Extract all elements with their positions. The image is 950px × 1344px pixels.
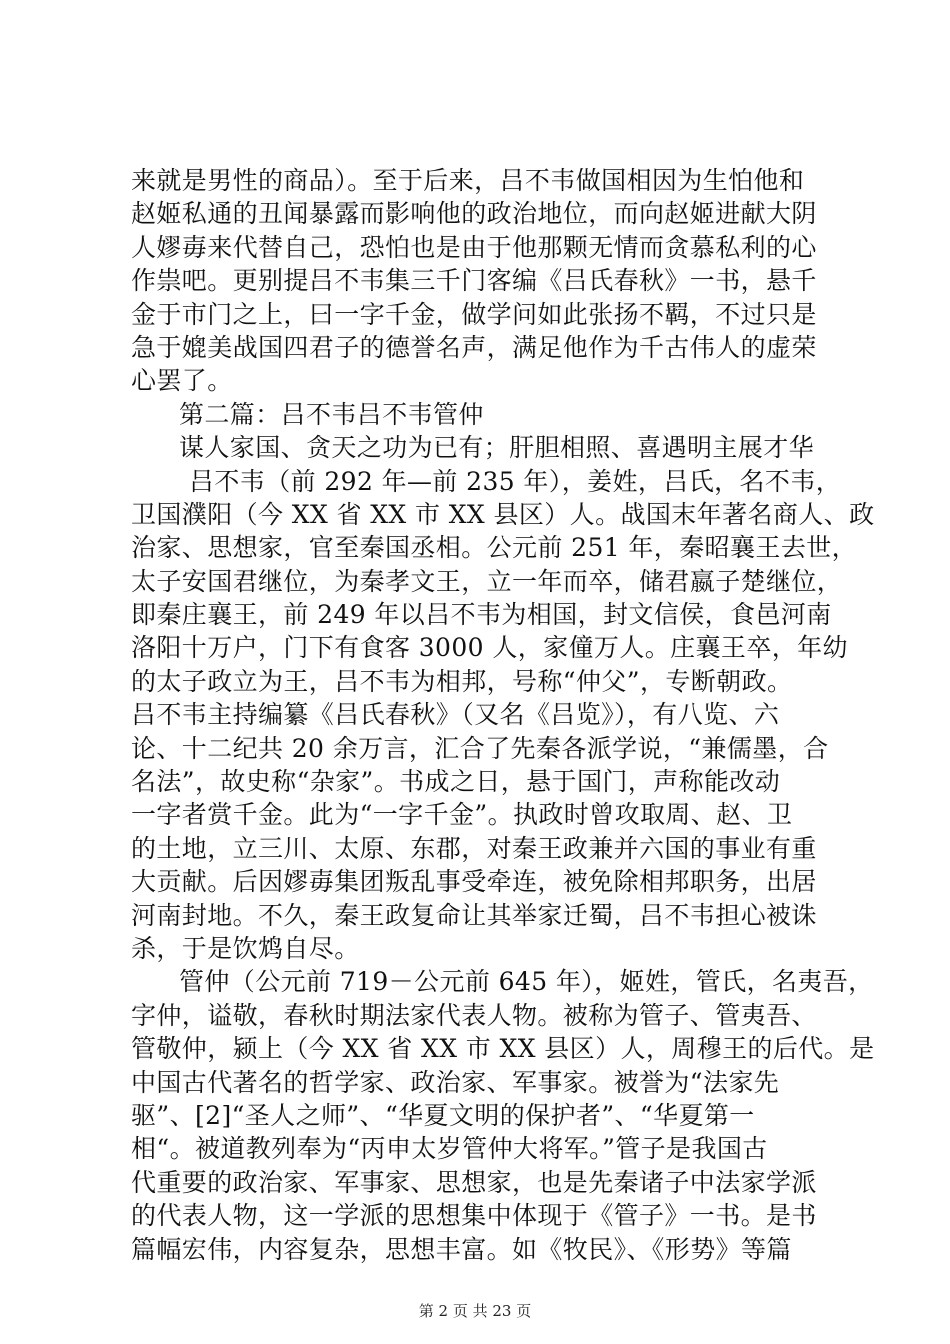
section-subtitle: 谋人家国、贪天之功为已有；肝胆相照、喜遇明主展才华	[179, 433, 815, 463]
text-line: 急于媲美战国四君子的德誉名声，满足他作为千古伟人的虚荣	[131, 332, 817, 362]
text-line: 河南封地。不久，秦王政复命让其举家迁蜀，吕不韦担心被诛	[131, 900, 817, 930]
text-line: 的太子政立为王，吕不韦为相邦，号称“仲父”，专断朝政。	[131, 666, 793, 696]
text-line: 即秦庄襄王，前 249 年以吕不韦为相国，封文信侯，食邑河南	[131, 600, 832, 630]
text-line: 吕不韦（前 292 年—前 235 年），姜姓，吕氏，名不韦，	[189, 466, 842, 496]
text-line: 赵姬私通的丑闻暴露而影响他的政治地位，而向赵姬进献大阴	[131, 199, 817, 229]
text-line: 字仲，谥敬，春秋时期法家代表人物。被称为管子、管夷吾、	[131, 1000, 817, 1030]
text-line: 治家、思想家，官至秦国丞相。公元前 251 年，秦昭襄王去世，	[131, 533, 858, 563]
text-line: 名法”，故史称“杂家”。书成之日，悬于国门，声称能改动	[131, 767, 781, 797]
section-heading: 第二篇：吕不韦吕不韦管仲	[179, 399, 484, 429]
text-line: 大贡献。后因嫪毐集团叛乱事受牵连，被免除相邦职务，出居	[131, 867, 817, 897]
page-number-footer: 第 2 页 共 23 页	[418, 1302, 532, 1320]
text-line: 杀，于是饮鸩自尽。	[131, 933, 360, 963]
text-line: 篇幅宏伟，内容复杂，思想丰富。如《牧民》、《形势》等篇	[131, 1234, 792, 1264]
text-line: 代重要的政治家、军事家、思想家，也是先秦诸子中法家学派	[131, 1167, 817, 1197]
text-line: 一字者赏千金。此为“一字千金”。执政时曾攻取周、赵、卫	[131, 800, 793, 830]
text-line: 洛阳十万户，门下有食客 3000 人，家僮万人。庄襄王卒，年幼	[131, 633, 848, 663]
text-line: 卫国濮阳（今 XX 省 XX 市 XX 县区）人。战国末年著名商人、政	[131, 499, 875, 529]
text-line: 人嫪毐来代替自己，恐怕也是由于他那颗无情而贪慕私利的心	[131, 232, 817, 262]
text-line: 管仲（公元前 719－公元前 645 年），姬姓，管氏，名夷吾，	[179, 967, 874, 997]
text-line: 管敬仲，颍上（今 XX 省 XX 市 XX 县区）人，周穆王的后代。是	[131, 1034, 875, 1064]
text-line: 来就是男性的商品）。至于后来，吕不韦做国相因为生怕他和	[131, 166, 805, 195]
text-line: 驱”、[2]“圣人之师”、“华夏文明的保护者”、“华夏第一	[131, 1100, 755, 1130]
text-line: 中国古代著名的哲学家、政治家、军事家。被誉为“法家先	[131, 1067, 780, 1097]
text-line: 的土地，立三川、太原、东郡，对秦王政兼并六国的事业有重	[131, 833, 817, 863]
body-text	[131, 164, 875, 1266]
text-line: 作祟吧。更别提吕不韦集三千门客编《吕氏春秋》一书，悬千	[131, 266, 817, 296]
text-line: 相“。被道教列奉为“丙申太岁管仲大将军。”管子是我国古	[131, 1134, 768, 1164]
text-line: 论、十二纪共 20 余万言，汇合了先秦各派学说，“兼儒墨，合	[131, 733, 829, 763]
text-line: 吕不韦主持编纂《吕氏春秋》（又名《吕览》），有八览、六	[131, 700, 780, 730]
text-line: 太子安国君继位，为秦孝文王，立一年而卒，储君嬴子楚继位，	[131, 566, 843, 596]
text-line: 金于市门之上，曰一字千金，做学问如此张扬不羁，不过只是	[131, 299, 817, 329]
text-line: 心罢了。	[131, 366, 233, 396]
text-line: 的代表人物，这一学派的思想集中体现于《管子》一书。是书	[131, 1201, 817, 1231]
